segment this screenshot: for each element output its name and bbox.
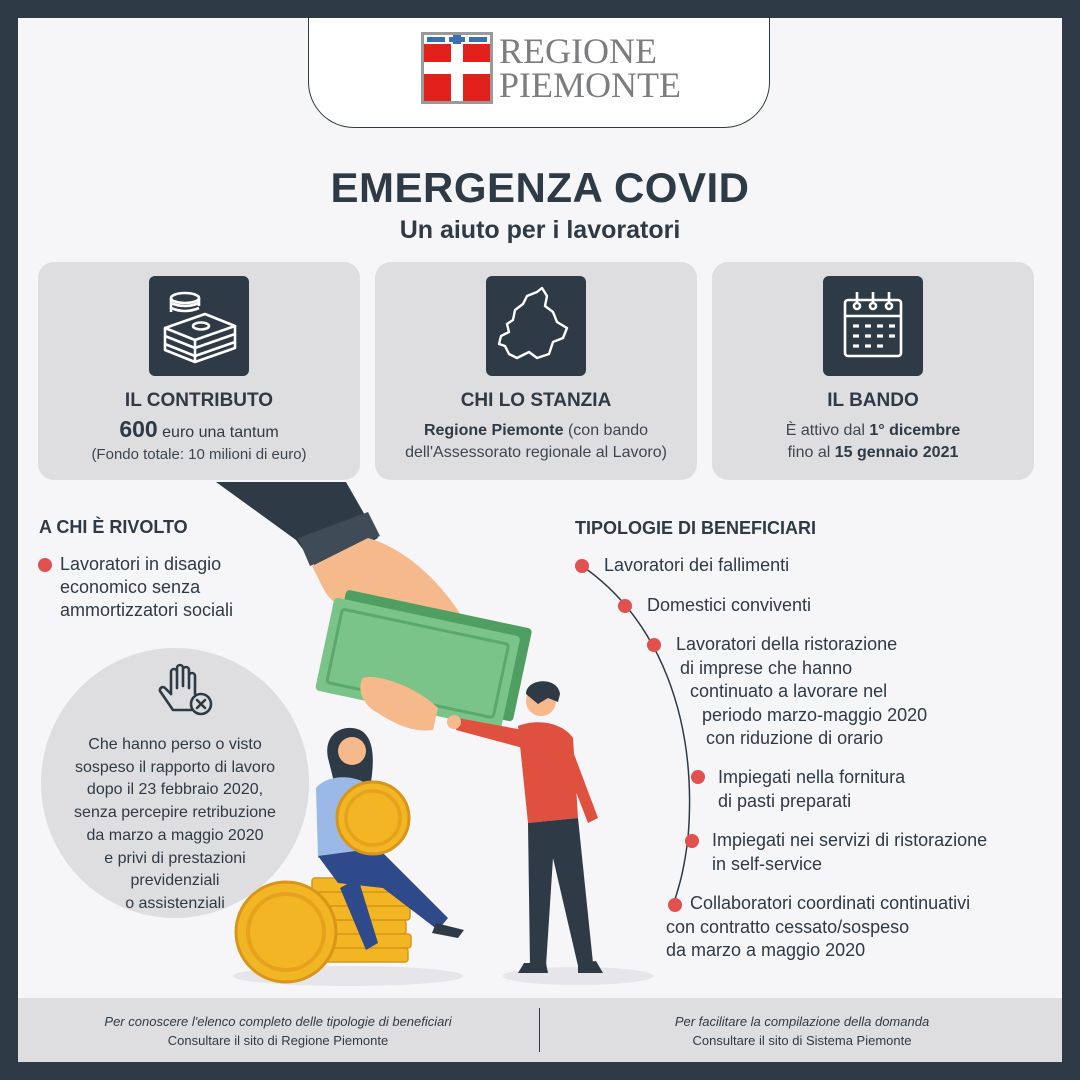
beneficiary-line: Lavoratori della ristorazione (676, 634, 898, 654)
amount-value: 600 (119, 416, 158, 442)
beneficiary-line: di imprese che hanno (680, 657, 853, 678)
beneficiary-line: Collaboratori coordinati continuativi (690, 893, 971, 913)
beneficiary-line: Lavoratori dei fallimenti (604, 555, 790, 575)
beneficiary-dot (647, 638, 661, 652)
beneficiary-item (604, 554, 789, 578)
condition-line: senza percepire retribuzione (74, 804, 276, 822)
beneficiary-item (718, 766, 905, 813)
target-heading: A CHI È RIVOLTO (39, 517, 188, 537)
condition-line: e privi di prestazioni (104, 849, 246, 867)
card-stanzia-bold: Regione Piemonte (423, 422, 564, 439)
beneficiary-item (647, 594, 811, 618)
beneficiary-item (712, 829, 987, 876)
target-bullet-line: economico senza (60, 577, 201, 597)
footer-left-link[interactable]: Consultare il sito di Regione Piemonte (167, 1033, 389, 1048)
condition-line: o assistenziali (125, 894, 225, 912)
beneficiary-line: da marzo a maggio 2020 (666, 940, 866, 960)
card-stanzia-line-2: dell'Assessorato regionale al Lavoro) (405, 444, 667, 461)
footer-left[interactable] (18, 1012, 538, 1050)
logo-line-2: PIEMONTE (499, 65, 681, 105)
card-bando-title: IL BANDO (827, 390, 919, 411)
footer (18, 998, 1062, 1062)
footer-divider (539, 1008, 540, 1052)
beneficiary-item (666, 892, 970, 963)
amount-unit: euro una tantum (157, 424, 279, 441)
beneficiary-dot (575, 559, 589, 573)
card-stanzia-rest: (con bando (563, 422, 649, 439)
beneficiary-line: continuato a lavorare nel (690, 681, 888, 701)
beneficiary-dot (691, 770, 705, 784)
card-contributo-title: IL CONTRIBUTO (124, 390, 274, 411)
condition-line: da marzo a maggio 2020 (86, 826, 264, 844)
condition-line: previdenziali (130, 872, 220, 890)
beneficiary-line: periodo marzo-maggio 2020 (702, 704, 928, 725)
logo-line-1: REGIONE (499, 31, 657, 71)
beneficiary-line: in self-service (712, 853, 823, 874)
beneficiary-line: con contratto cessato/sospeso (666, 916, 910, 937)
condition-line: sospeso il rapporto di lavoro (74, 758, 276, 776)
beneficiaries-heading: TIPOLOGIE DI BENEFICIARI (575, 518, 817, 538)
page-subtitle: Un aiuto per i lavoratori (399, 216, 681, 244)
beneficiary-line: Impiegati nei servizi di ristorazione (712, 830, 988, 850)
beneficiary-dot (618, 599, 632, 613)
footer-right-link[interactable]: Consultare il sito di Sistema Piemonte (692, 1033, 912, 1048)
beneficiary-dot (685, 834, 699, 848)
target-bullet-line: ammortizzatori sociali (60, 600, 234, 620)
bando-end-date: 15 gennaio 2021 (834, 444, 959, 461)
bando-start-date: 1° dicembre (869, 422, 961, 439)
footer-right[interactable] (542, 1012, 1062, 1050)
beneficiary-line: Impiegati nella fornitura (718, 767, 906, 787)
footer-left-italic: Per conoscere l'elenco completo delle tipologie di beneficiari (104, 1014, 452, 1029)
beneficiary-line: di pasti preparati (718, 790, 852, 811)
infographic-page (18, 18, 1062, 1062)
condition-line: dopo il 23 febbraio 2020, (86, 781, 264, 799)
bando-from-label: È attivo dal (785, 422, 870, 439)
target-bullet-line: Lavoratori in disagio (60, 554, 222, 574)
bando-to-label: fino al (787, 444, 835, 461)
footer-right-italic: Per facilitare la compilazione della domanda (674, 1014, 930, 1029)
page-title: EMERGENZA COVID (330, 164, 750, 211)
card-stanzia-title: CHI LO STANZIA (460, 390, 612, 411)
beneficiary-line: Domestici conviventi (647, 595, 812, 615)
beneficiary-line: con riduzione di orario (706, 728, 884, 748)
card-contributo-note: (Fondo totale: 10 milioni di euro) (91, 446, 307, 463)
beneficiary-item (676, 633, 927, 751)
condition-line: Che hanno perso o visto (88, 736, 262, 753)
